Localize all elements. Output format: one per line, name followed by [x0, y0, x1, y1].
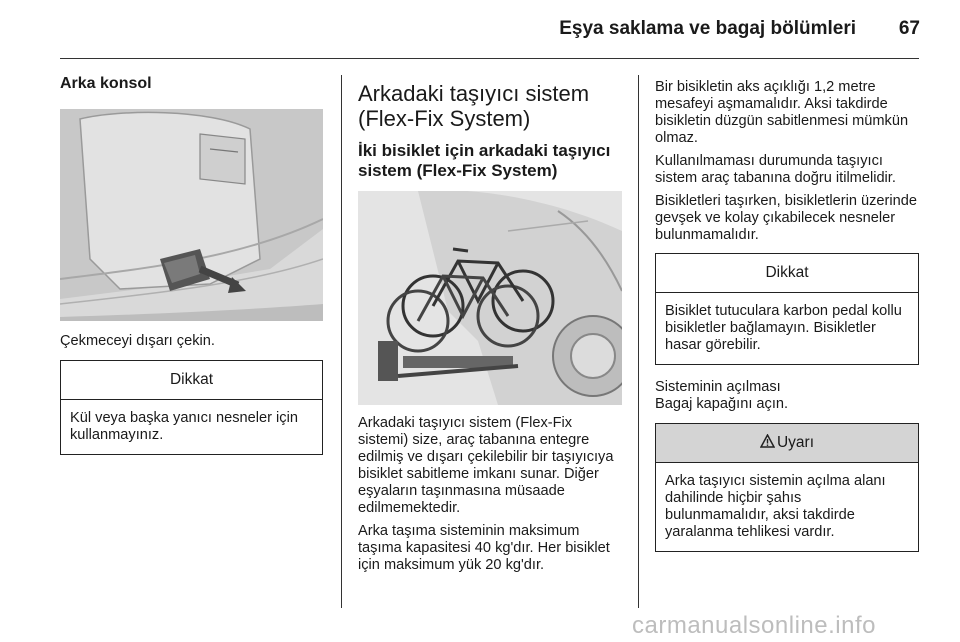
- rear-console-drawer-figure: [60, 109, 323, 321]
- column-divider-right: [638, 75, 639, 608]
- column-divider-left: [341, 75, 342, 608]
- paragraph-capacity: Arka taşıma sisteminin maksimum taşıma kapasitesi 40 kg'dır. Her bisiklet için maksimum yük 20 kg'dır.: [358, 523, 610, 573]
- subheading-two-bikes: İki bisiklet için arkadaki taşıyıcı sistem (Flex-Fix System): [358, 141, 611, 180]
- column-1: [60, 75, 323, 455]
- column-3: [655, 79, 919, 552]
- notice-title: Dikkat: [61, 361, 322, 400]
- header-divider: [60, 58, 919, 59]
- figure-caption: Çekmeceyi dışarı çekin.: [60, 333, 215, 349]
- paragraph-push-in: Kullanılmaması durumunda taşıyıcı sistem araç tabanına doğru itilmelidir.: [655, 153, 896, 186]
- column-2: [358, 81, 622, 580]
- bicycle-carrier-figure: [358, 191, 622, 405]
- section-title-rear-console: Arka konsol: [60, 75, 152, 92]
- page-header-title: Eşya saklama ve bagaj bölümleri: [559, 18, 856, 39]
- section-heading-flex-fix: Arkadaki taşıyıcı sistem (Flex-Fix System): [358, 81, 590, 131]
- warning-triangle-icon: [760, 434, 775, 448]
- notice-title: Dikkat: [656, 254, 918, 293]
- subsection-text: Bagaj kapağını açın.: [655, 396, 789, 412]
- paragraph-loose-objects: Bisikletleri taşırken, bisikletlerin üzerinde gevşek ve kolay çıkabilecek nesneler bulunmamalıdır.: [655, 193, 917, 243]
- watermark: carmanualsonline.info: [632, 612, 876, 639]
- page-number: 67: [898, 18, 920, 39]
- notice-body: Kül veya başka yanıcı nesneler için kullanmayınız.: [70, 410, 298, 443]
- paragraph-carrier-description: Arkadaki taşıyıcı sistem (Flex-Fix sistemi) size, araç tabanına entegre edilmiş ve dışarı çekilebilir bir taşıyıcıya bisiklet sabitleme imkanı sunar. Diğer eşyaların taşınmasına müsaade edilmemektedir.: [358, 415, 614, 516]
- subsection-title-opening: Sisteminin açılması: [655, 379, 781, 395]
- notice-body: Bisiklet tutuculara karbon pedal kollu bisikletler bağlamayın. Bisikletler hasar görebilir.: [665, 303, 902, 353]
- notice-box-carbon: [655, 253, 919, 365]
- warning-box: [655, 423, 919, 552]
- paragraph-axle-distance: Bir bisikletin aks açıklığı 1,2 metre mesafeyi aşmamalıdır. Aksi takdirde bisikletin düzgün sabitlenmesi mümkün olmaz.: [655, 79, 909, 146]
- notice-box: [60, 360, 323, 455]
- warning-body: Arka taşıyıcı sistemin açılma alanı dahilinde hiçbir şahıs bulunmamalıdır, aksi takdirde yaralanma tehlikesi vardır.: [665, 473, 886, 540]
- warning-header: [656, 424, 918, 463]
- warning-title: Uyarı: [776, 434, 815, 451]
